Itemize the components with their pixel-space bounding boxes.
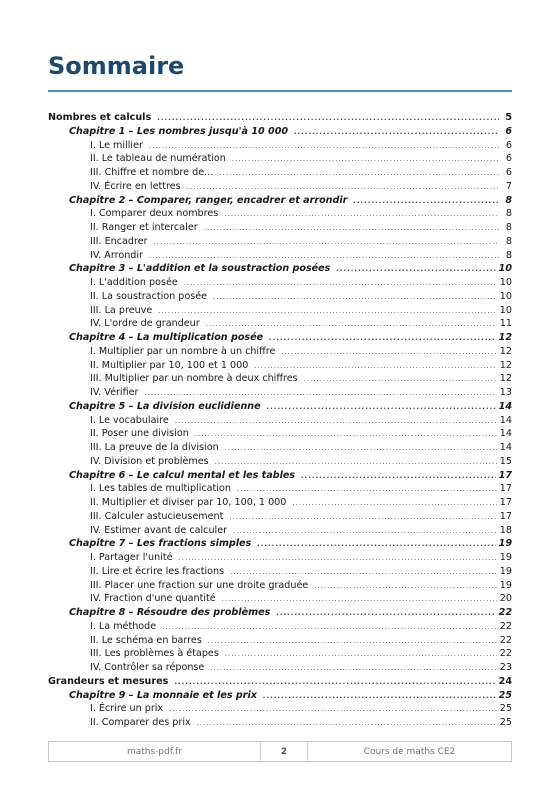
toc-section-label: III. Chiffre et nombre de... <box>90 167 214 178</box>
dot-leader <box>157 112 499 126</box>
table-of-contents <box>48 111 512 730</box>
toc-section-page-number: 14 <box>499 414 512 426</box>
toc-section-label: I. L'addition posée <box>90 277 178 288</box>
toc-section-row[interactable] <box>48 249 512 263</box>
dot-leader <box>175 415 497 429</box>
toc-section-label: II. Le schéma en barres <box>90 634 202 646</box>
toc-section-row[interactable] <box>48 152 512 166</box>
toc-section-page-number: 7 <box>505 180 512 192</box>
toc-section-label: IV. Contrôler sa réponse <box>90 662 205 673</box>
toc-section-row[interactable] <box>48 661 512 675</box>
toc-section-row[interactable] <box>48 524 512 538</box>
toc-section-row[interactable] <box>48 551 512 565</box>
dot-leader <box>215 456 497 470</box>
toc-section-row[interactable] <box>48 414 512 428</box>
dot-leader <box>149 250 499 264</box>
toc-part-row[interactable] <box>48 675 512 689</box>
dot-leader <box>224 208 499 222</box>
dot-leader <box>174 676 495 690</box>
toc-section-label: III. Calculer astucieusement <box>90 510 224 522</box>
toc-section-page-number: 22 <box>499 620 512 632</box>
toc-section-page-number: 8 <box>505 235 512 247</box>
toc-section-row[interactable] <box>48 276 512 290</box>
dot-leader <box>169 703 497 717</box>
toc-section-page-number: 11 <box>499 318 512 330</box>
dot-leader <box>162 621 497 635</box>
toc-section-row[interactable] <box>48 345 512 359</box>
toc-section-label: I. Multiplier par un nombre à un chiffre <box>90 345 276 357</box>
toc-section-page-number: 19 <box>499 579 512 591</box>
toc-section-label: IV. Arrondir <box>90 249 143 261</box>
toc-section-row[interactable] <box>48 647 512 661</box>
toc-section-row[interactable] <box>48 510 512 524</box>
toc-section-label: IV. Écrire en lettres <box>90 180 181 192</box>
toc-section-page-number: 10 <box>499 277 512 288</box>
toc-section-row[interactable] <box>48 235 512 249</box>
toc-section-page-number: 19 <box>499 552 512 563</box>
toc-section-row[interactable] <box>48 372 512 386</box>
toc-section-row[interactable] <box>48 207 512 221</box>
dot-leader <box>292 497 496 511</box>
dot-leader <box>281 346 496 360</box>
toc-part-row[interactable] <box>48 111 512 125</box>
toc-chapter-label: Chapitre 8 – Résoudre des problèmes <box>69 607 271 618</box>
toc-chapter-label: Chapitre 9 – La monnaie et les prix <box>69 689 257 701</box>
toc-section-label: I. Le millier <box>90 139 143 151</box>
toc-section-page-number: 25 <box>499 717 512 728</box>
toc-chapter-page-number: 14 <box>498 400 512 412</box>
toc-section-page-number: 25 <box>499 703 512 715</box>
toc-section-label: IV. L'ordre de grandeur <box>90 318 200 330</box>
dot-leader <box>210 662 496 676</box>
page-footer <box>48 741 512 762</box>
toc-section-row[interactable] <box>48 482 512 496</box>
toc-section-label: I. La méthode <box>90 620 157 632</box>
toc-section-row[interactable] <box>48 565 512 579</box>
dot-leader <box>219 167 499 181</box>
toc-section-page-number: 18 <box>499 524 512 536</box>
toc-section-page-number: 6 <box>505 167 512 178</box>
toc-section-page-number: 8 <box>505 249 512 261</box>
toc-section-page-number: 19 <box>499 565 512 577</box>
dot-leader <box>225 442 497 456</box>
toc-section-row[interactable] <box>48 304 512 318</box>
toc-chapter-page-number: 8 <box>505 194 512 206</box>
toc-chapter-label: Chapitre 1 – Les nombres jusqu'à 10 000 <box>69 125 289 137</box>
dot-leader <box>336 263 495 277</box>
dot-leader <box>222 593 497 607</box>
toc-section-page-number: 12 <box>499 359 512 371</box>
dot-leader <box>154 236 499 250</box>
dot-leader <box>149 140 499 154</box>
toc-chapter-page-number: 10 <box>498 263 512 275</box>
toc-section-label: I. Les tables de multiplication <box>90 483 231 495</box>
toc-chapter-row[interactable] <box>48 400 512 414</box>
toc-section-label: II. Ranger et intercaler <box>90 222 198 233</box>
dot-leader <box>229 511 496 525</box>
toc-section-row[interactable] <box>48 139 512 153</box>
toc-section-page-number: 10 <box>499 304 512 316</box>
dot-leader <box>294 126 499 140</box>
dot-leader <box>206 318 497 332</box>
toc-chapter-row[interactable] <box>48 262 512 276</box>
toc-chapter-row[interactable] <box>48 606 512 620</box>
footer-page-number: 2 <box>261 742 308 761</box>
footer-site: maths-pdf.fr <box>49 742 261 761</box>
toc-chapter-label: Chapitre 5 – La division euclidienne <box>69 400 261 412</box>
toc-chapter-label: Chapitre 6 – Le calcul mental et les tables <box>69 469 296 481</box>
page-title: Sommaire <box>48 52 185 80</box>
toc-section-label: I. Comparer deux nombres <box>90 208 219 220</box>
toc-section-page-number: 13 <box>499 387 512 398</box>
toc-section-page-number: 17 <box>499 483 512 495</box>
toc-section-page-number: 12 <box>499 373 512 385</box>
toc-chapter-page-number: 12 <box>498 332 512 343</box>
toc-part-label: Nombres et calculs <box>48 112 152 123</box>
toc-section-page-number: 12 <box>499 345 512 357</box>
dot-leader <box>233 525 497 539</box>
dot-leader <box>263 690 496 704</box>
toc-section-page-number: 6 <box>505 153 512 165</box>
toc-section-label: III. La preuve <box>90 304 153 316</box>
toc-section-row[interactable] <box>48 702 512 716</box>
toc-section-label: II. Poser une division <box>90 428 189 440</box>
dot-leader <box>254 360 496 374</box>
toc-chapter-page-number: 6 <box>505 125 512 137</box>
toc-chapter-row[interactable] <box>48 537 512 551</box>
dot-leader <box>353 195 499 209</box>
toc-section-label: III. La preuve de la division <box>90 442 219 453</box>
toc-section-page-number: 23 <box>499 662 512 673</box>
dot-leader <box>276 607 495 621</box>
toc-section-label: III. Les problèmes à étapes <box>90 648 219 660</box>
toc-section-label: II. Comparer des prix <box>90 717 191 728</box>
toc-chapter-page-number: 25 <box>498 689 512 701</box>
dot-leader <box>144 387 496 401</box>
dot-leader <box>179 552 497 566</box>
toc-section-row[interactable] <box>48 166 512 180</box>
footer-course: Cours de maths CE2 <box>363 746 456 757</box>
toc-part-page-number: 24 <box>498 675 512 687</box>
toc-section-page-number: 17 <box>499 510 512 522</box>
toc-section-label: IV. Vérifier <box>90 387 139 398</box>
toc-chapter-label: Chapitre 2 – Comparer, ranger, encadrer et arrondir <box>69 194 348 206</box>
toc-part-page-number: 5 <box>505 112 512 123</box>
toc-section-label: III. Multiplier par un nombre à deux chiffres <box>90 373 298 385</box>
toc-chapter-row[interactable] <box>48 125 512 139</box>
toc-section-page-number: 6 <box>505 139 512 151</box>
toc-section-label: I. Partager l'unité <box>90 552 173 563</box>
dot-leader <box>237 483 497 497</box>
toc-section-page-number: 8 <box>505 208 512 220</box>
dot-leader <box>195 428 497 442</box>
toc-section-page-number: 8 <box>505 222 512 233</box>
toc-section-page-number: 17 <box>499 497 512 508</box>
dot-leader <box>204 222 499 236</box>
toc-section-label: II. La soustraction posée <box>90 290 208 302</box>
dot-leader <box>257 538 495 552</box>
title-underline <box>48 90 512 92</box>
toc-section-row[interactable] <box>48 716 512 730</box>
toc-section-label: IV. Fraction d'une quantité <box>90 593 216 605</box>
dot-leader <box>184 277 497 291</box>
toc-section-label: II. Le tableau de numération <box>90 153 226 165</box>
toc-section-row[interactable] <box>48 317 512 331</box>
toc-section-label: III. Placer une fraction sur une droite graduée <box>90 579 309 591</box>
dot-leader <box>187 181 499 195</box>
toc-chapter-row[interactable] <box>48 194 512 208</box>
toc-section-row[interactable] <box>48 180 512 194</box>
toc-section-row[interactable] <box>48 427 512 441</box>
toc-chapter-label: Chapitre 7 – Les fractions simples <box>69 538 252 550</box>
toc-section-page-number: 22 <box>499 634 512 646</box>
toc-section-row[interactable] <box>48 579 512 593</box>
dot-leader <box>301 470 496 484</box>
dot-leader <box>225 648 497 662</box>
toc-section-row[interactable] <box>48 634 512 648</box>
toc-section-label: II. Lire et écrire les fractions <box>90 565 225 577</box>
toc-section-label: II. Multiplier et diviser par 10, 100, 1 000 <box>90 497 287 508</box>
toc-section-page-number: 15 <box>499 455 512 467</box>
toc-section-page-number: 14 <box>499 428 512 440</box>
toc-section-row[interactable] <box>48 455 512 469</box>
toc-chapter-row[interactable] <box>48 469 512 483</box>
toc-part-label: Grandeurs et mesures <box>48 675 169 687</box>
dot-leader <box>208 635 497 649</box>
dot-leader <box>230 566 497 580</box>
toc-section-page-number: 10 <box>499 290 512 302</box>
toc-section-row[interactable] <box>48 620 512 634</box>
toc-section-row[interactable] <box>48 359 512 373</box>
toc-section-row[interactable] <box>48 290 512 304</box>
toc-section-label: I. Le vocabulaire <box>90 414 169 426</box>
toc-chapter-row[interactable] <box>48 689 512 703</box>
dot-leader <box>267 401 496 415</box>
dot-leader <box>314 580 497 594</box>
toc-section-row[interactable] <box>48 221 512 235</box>
toc-section-page-number: 20 <box>499 593 512 605</box>
toc-chapter-label: Chapitre 3 – L'addition et la soustraction posées <box>69 263 331 275</box>
toc-section-label: IV. Estimer avant de calculer <box>90 524 228 536</box>
dot-leader <box>158 305 497 319</box>
toc-chapter-row[interactable] <box>48 331 512 345</box>
dot-leader <box>304 373 497 387</box>
toc-chapter-page-number: 17 <box>498 469 512 481</box>
toc-chapter-label: Chapitre 4 – La multiplication posée <box>69 332 264 343</box>
dot-leader <box>232 153 499 167</box>
dot-leader <box>213 291 497 305</box>
toc-section-label: I. Écrire un prix <box>90 703 164 715</box>
toc-section-label: III. Encadrer <box>90 235 148 247</box>
toc-chapter-page-number: 19 <box>498 538 512 550</box>
toc-section-label: IV. Division et problèmes <box>90 455 209 467</box>
toc-section-row[interactable] <box>48 441 512 455</box>
toc-section-row[interactable] <box>48 592 512 606</box>
dot-leader <box>197 717 497 731</box>
toc-section-page-number: 14 <box>499 442 512 453</box>
dot-leader <box>269 332 495 346</box>
toc-section-row[interactable] <box>48 496 512 510</box>
toc-section-row[interactable] <box>48 386 512 400</box>
toc-chapter-page-number: 22 <box>498 607 512 618</box>
toc-section-label: II. Multiplier par 10, 100 et 1 000 <box>90 359 249 371</box>
toc-section-page-number: 22 <box>499 648 512 660</box>
